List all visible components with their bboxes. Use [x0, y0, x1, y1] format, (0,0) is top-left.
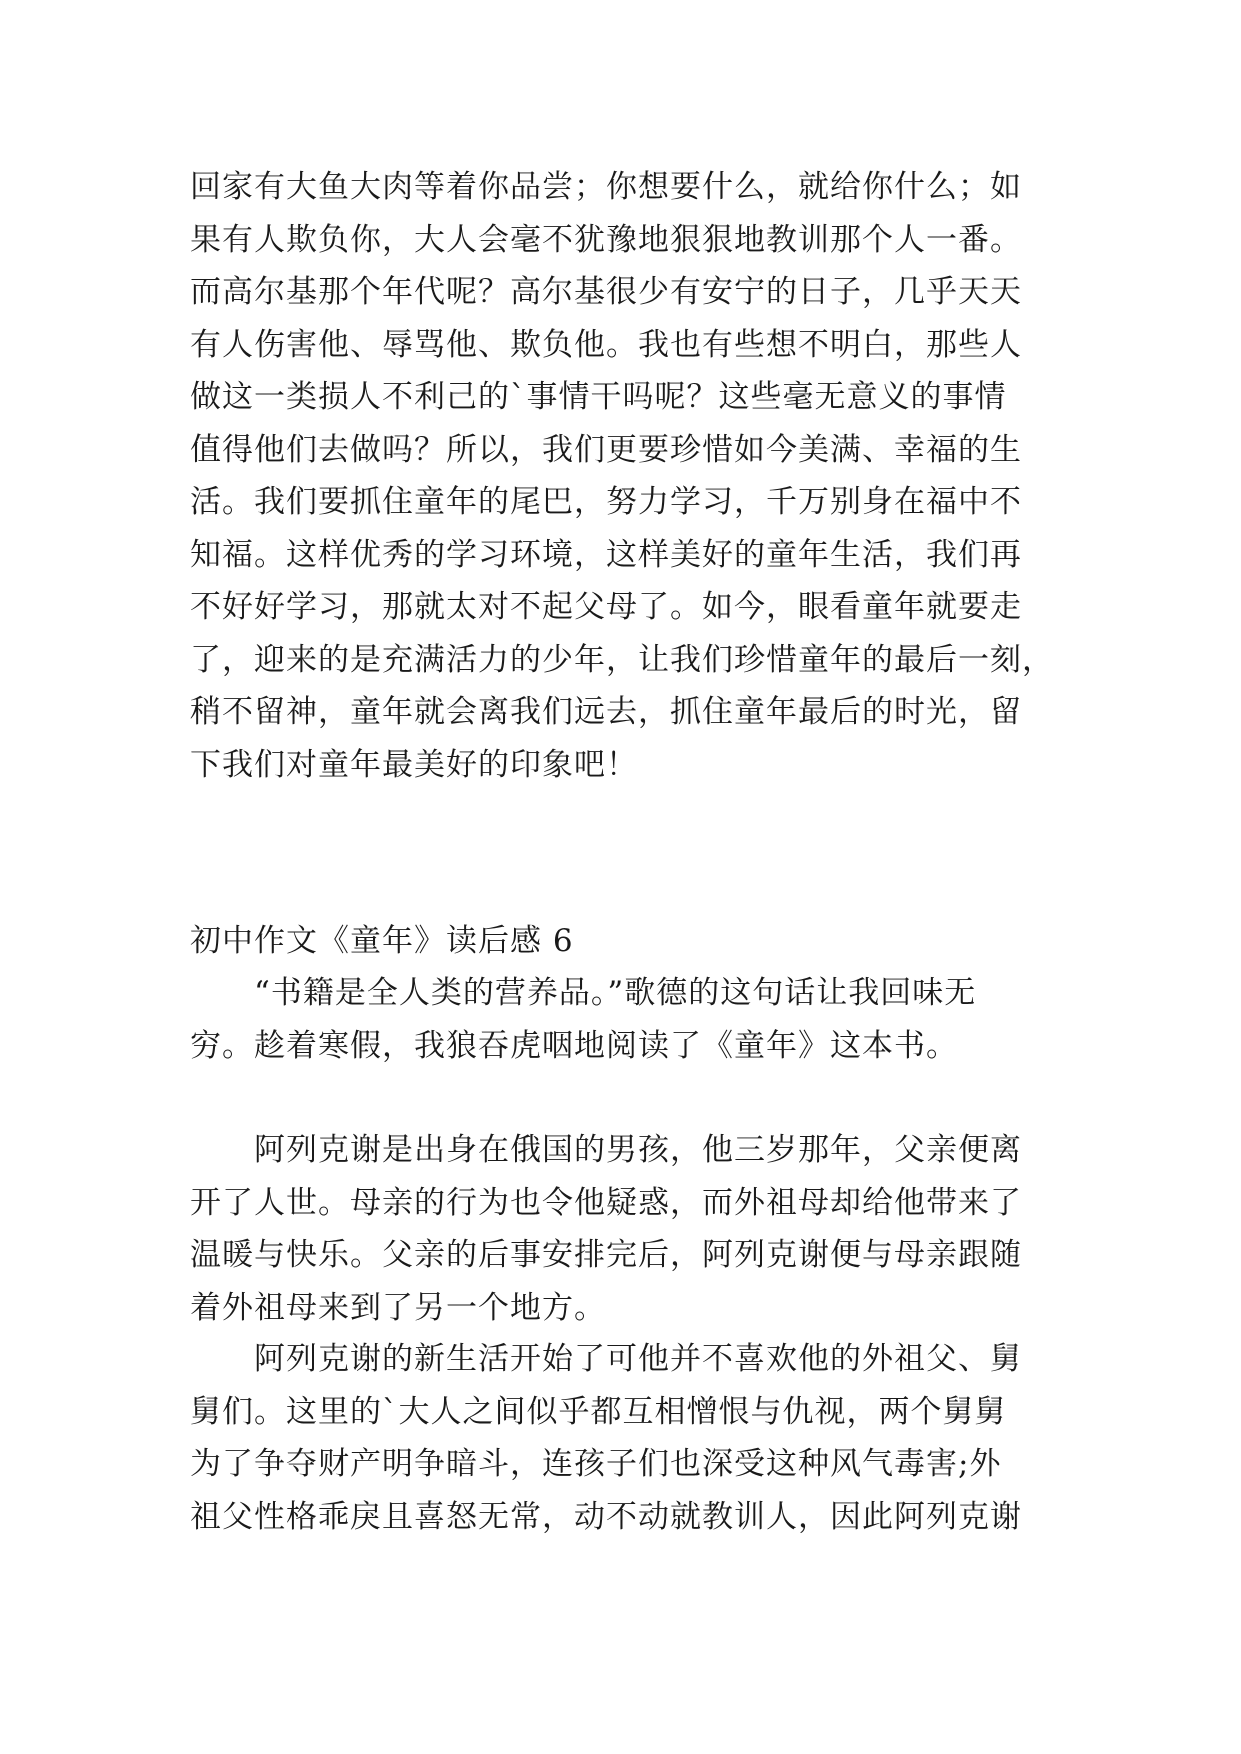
text-line: 下我们对童年最美好的印象吧！	[190, 746, 638, 783]
continuation-paragraph	[190, 161, 1070, 791]
paragraph-2	[190, 1124, 1070, 1334]
text-line: 为了争夺财产明争暗斗，连孩子们也深受这种风气毒害;外	[190, 1446, 1002, 1482]
text-line: 阿列克谢的新生活开始了可他并不喜欢他的外祖父、舅	[254, 1341, 1022, 1377]
text-line: 着外祖母来到了另一个地方。	[190, 1289, 606, 1326]
section-heading	[190, 915, 1070, 968]
text-line: “书籍是全人类的营养品。”歌德的这句话让我回味无	[254, 975, 977, 1011]
text-line: 值得他们去做吗？所以，我们更要珍惜如今美满、幸福的生	[190, 431, 1022, 468]
text-line: 知福。这样优秀的学习环境，这样美好的童年生活，我们再	[190, 536, 1022, 573]
text-line: 阿列克谢是出身在俄国的男孩，他三岁那年，父亲便离	[254, 1132, 1022, 1168]
text-line: 稍不留神，童年就会离我们远去，抓住童年最后的时光，留	[190, 694, 1022, 730]
text-line: 而高尔基那个年代呢？高尔基很少有安宁的日子，几乎天天	[190, 274, 1022, 310]
text-line: 做这一类损人不利己的`事情干吗呢？这些毫无意义的事情	[190, 379, 1007, 415]
text-line: 祖父性格乖戾且喜怒无常，动不动就教训人，因此阿列克谢	[190, 1498, 1022, 1535]
text-line: 不好好学习，那就太对不起父母了。如今，眼看童年就要走	[190, 589, 1022, 625]
section-title: 初中作文《童年》读后感 6	[190, 923, 574, 959]
text-line: 回家有大鱼大肉等着你品尝；你想要什么，就给你什么；如	[190, 169, 1022, 205]
text-line: 果有人欺负你，大人会毫不犹豫地狠狠地教训那个人一番。	[190, 221, 1022, 258]
paragraph-3	[190, 1333, 1070, 1543]
paragraph-1	[190, 967, 1070, 1072]
text-line: 穷。趁着寒假，我狼吞虎咽地阅读了《童年》这本书。	[190, 1027, 958, 1064]
text-line: 开了人世。母亲的行为也令他疑惑，而外祖母却给他带来了	[190, 1184, 1022, 1221]
text-line: 温暖与快乐。父亲的后事安排完后，阿列克谢便与母亲跟随	[190, 1237, 1022, 1273]
text-line: 了，迎来的是充满活力的少年，让我们珍惜童年的最后一刻，	[190, 641, 1054, 678]
text-line: 活。我们要抓住童年的尾巴，努力学习，千万别身在福中不	[190, 484, 1022, 520]
text-line: 舅们。这里的`大人之间似乎都互相憎恨与仇视，两个舅舅	[190, 1393, 1007, 1430]
text-line: 有人伤害他、辱骂他、欺负他。我也有些想不明白，那些人	[190, 326, 1022, 363]
